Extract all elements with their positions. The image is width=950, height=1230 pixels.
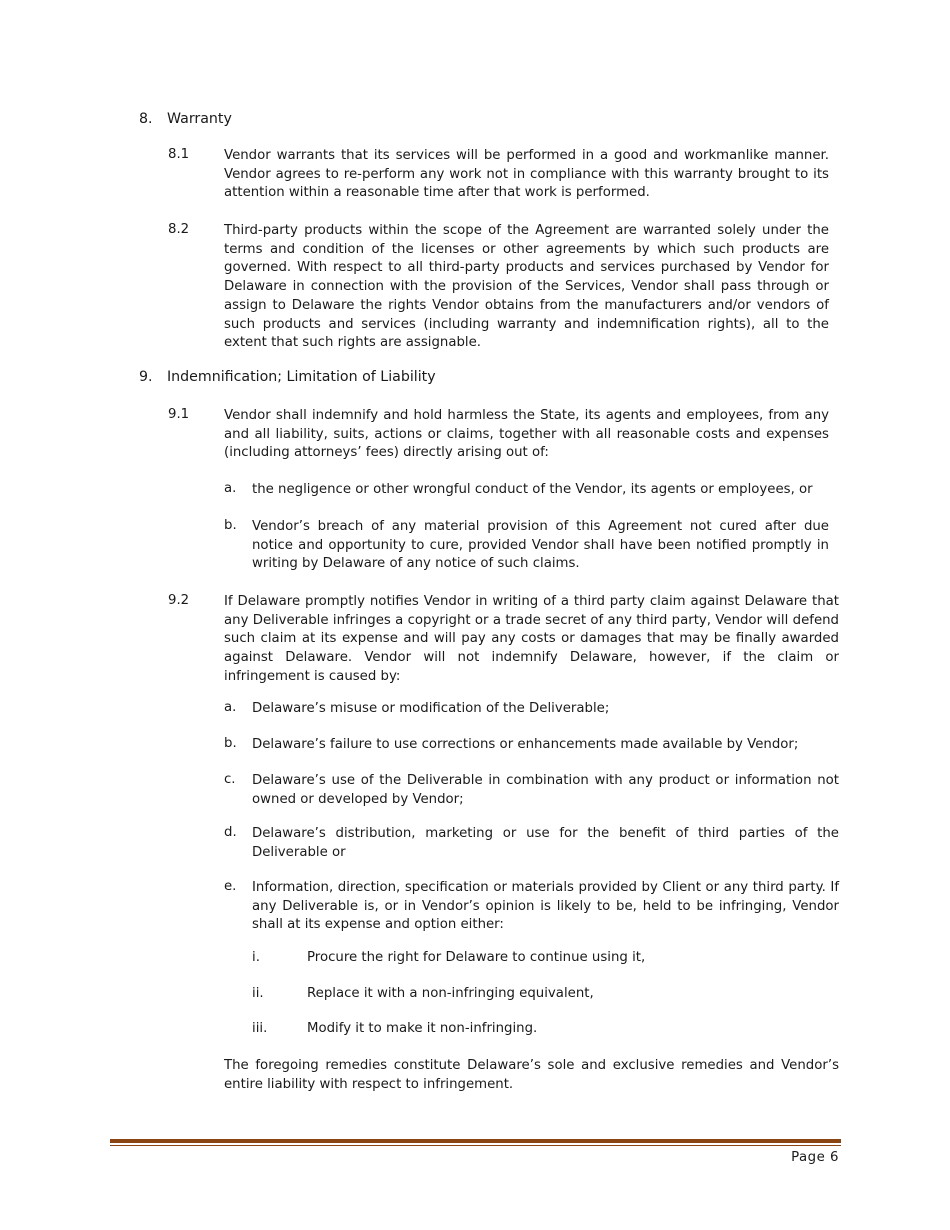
item-text: Delaware’s use of the Deliverable in combination with any product or information not owned or developed by Vendor; — [252, 773, 839, 807]
clause-9-2-d — [224, 825, 839, 862]
closing-paragraph: The foregoing remedies constitute Delaware’s sole and exclusive remedies and Vendor’s entire liability with respect to infringement. — [224, 1058, 839, 1092]
section-number: 8. — [139, 111, 153, 127]
clause-number: 9.1 — [168, 407, 190, 422]
item-text: Information, direction, specification or materials provided by Client or any third party. If any Deliverable is, or in Vendor’s opinion is likely to be, held to be infringing, Vendor shall at its expense and option either: — [252, 880, 839, 933]
section-title: Indemnification; Limitation of Liability — [167, 369, 436, 385]
section-number: 9. — [139, 369, 153, 385]
clause-9-2-e-i — [252, 950, 645, 965]
clause-number: 9.2 — [168, 593, 190, 608]
item-label: d. — [224, 825, 237, 840]
clause-9-2-c — [224, 772, 839, 809]
clause-9-2-e — [224, 879, 839, 935]
item-text: Procure the right for Delaware to continue using it, — [307, 950, 646, 965]
item-text: Delaware’s failure to use corrections or enhancements made available by Vendor; — [252, 737, 799, 752]
item-text: Replace it with a non-infringing equivalent, — [307, 986, 594, 1001]
page-number: Page 6 — [791, 1150, 839, 1165]
item-text: Delaware’s distribution, marketing or use for the benefit of third parties of the Deliverable or — [252, 826, 839, 860]
section-8-heading — [139, 111, 232, 127]
item-label: i. — [252, 950, 260, 965]
clause-9-2-e-iii — [252, 1021, 537, 1036]
clause-text: Vendor warrants that its services will be performed in a good and workmanlike manner. Vendor agrees to re-perform any work not in compliance with this warranty brought to its attention within a reasonable time after that work is performed. — [224, 148, 829, 201]
item-label: c. — [224, 772, 236, 787]
section-9-heading — [139, 369, 436, 385]
item-text: the negligence or other wrongful conduct of the Vendor, its agents or employees, or — [252, 482, 813, 497]
clause-9-2 — [168, 593, 839, 687]
item-label: b. — [224, 736, 237, 751]
clause-number: 8.1 — [168, 147, 190, 162]
clause-9-2-a — [224, 700, 839, 719]
item-label: a. — [224, 481, 237, 496]
clause-8-1 — [168, 147, 829, 203]
item-label: b. — [224, 518, 237, 533]
clause-9-1-b — [224, 518, 829, 574]
section-title: Warranty — [167, 111, 232, 127]
item-label: ii. — [252, 986, 264, 1001]
item-label: e. — [224, 879, 237, 894]
clause-text: Third-party products within the scope of the Agreement are warranted solely under the terms and condition of the licenses or other agreements by which such products are governed. With respect to all third-party products and services purchased by Vendor for Delaware in connection with the provision of the Services, Vendor shall pass through or assign to Delaware the rights Vendor obtains from the manufacturers and/or vendors of such products and services (including warranty and indemnification rights), all to the extent that such rights are assignable. — [224, 223, 829, 351]
clause-9-1-a — [224, 481, 829, 500]
clause-9-2-e-ii — [252, 986, 594, 1001]
item-text: Vendor’s breach of any material provision of this Agreement not cured after due notice and opportunity to cure, provided Vendor shall have been notified promptly in writing by Delaware of any notice of such claims. — [252, 519, 829, 572]
footer-rule-thick — [110, 1139, 841, 1143]
footer-rule-thin — [110, 1145, 841, 1146]
clause-text: If Delaware promptly notifies Vendor in writing of a third party claim against Delaware that any Deliverable infringes a copyright or a trade secret of any third party, Vendor will defend such claim at its expense and will pay any costs or damages that may be finally awarded against Delaware. Vendor will not indemnify Delaware, however, if the claim or infringement is caused by: — [224, 594, 839, 684]
item-text: Modify it to make it non-infringing. — [307, 1021, 538, 1036]
item-label: iii. — [252, 1021, 268, 1036]
clause-9-2-b — [224, 736, 839, 755]
clause-text: Vendor shall indemnify and hold harmless the State, its agents and employees, from any and all liability, suits, actions or claims, together with all reasonable costs and expenses (including attorneys’ fees) directly arising out of: — [224, 408, 829, 461]
clause-8-2 — [168, 222, 829, 353]
clause-number: 8.2 — [168, 222, 190, 237]
item-text: Delaware’s misuse or modification of the Deliverable; — [252, 701, 610, 716]
clause-9-1 — [168, 407, 829, 463]
item-label: a. — [224, 700, 237, 715]
